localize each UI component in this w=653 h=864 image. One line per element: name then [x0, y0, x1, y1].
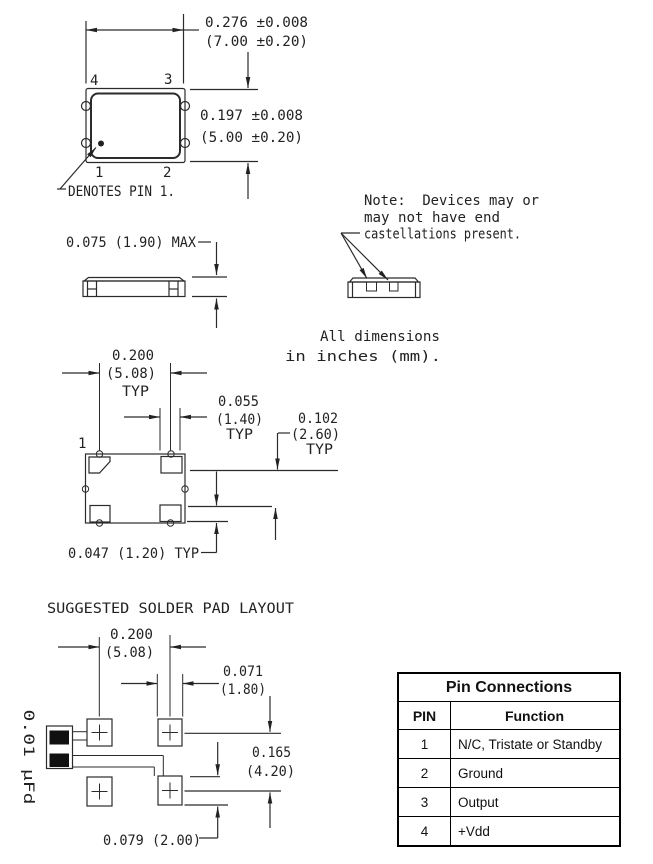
dim-gap-typ: TYP	[306, 442, 333, 458]
dim-pad-height-label: 0.047 (1.20) TYP	[68, 546, 199, 562]
solder-pad-layout-title: SUGGESTED SOLDER PAD LAYOUT	[47, 601, 295, 617]
dim-height-inches: 0.197 ±0.008	[200, 108, 303, 124]
pin-function: Output	[451, 788, 621, 817]
pin4-label: 4	[90, 73, 99, 89]
package-bottom-view-labels	[68, 348, 340, 562]
note-line3: castellations present.	[364, 226, 521, 243]
pin3-label: 3	[164, 72, 173, 88]
units-line1: All dimensions	[320, 329, 440, 345]
spl-dim-pad-width-inches: 0.071	[223, 664, 263, 680]
dim-gap-mm: (2.60)	[291, 427, 340, 443]
capacitor-value-label: 0.01 µFd	[20, 709, 36, 777]
units-note	[285, 329, 441, 365]
pin1-label: 1	[95, 165, 104, 181]
dim-pad-width-inches: 0.055	[218, 394, 259, 410]
bottom-pin1-label: 1	[78, 436, 87, 452]
pin-function: Ground	[451, 759, 621, 788]
table-row	[398, 788, 620, 817]
spl-dim-pitch-inches: 0.200	[110, 627, 153, 643]
package-side-view	[66, 235, 227, 328]
dim-pitch-mm: (5.08)	[106, 366, 156, 382]
castellation-note	[341, 193, 539, 280]
spl-dim-pitch-mm: (5.08)	[105, 645, 154, 661]
dim-height-mm: (5.00 ±0.20)	[200, 130, 303, 146]
pin-table-title-row	[398, 673, 620, 702]
spl-dim-vpitch-mm: (4.20)	[246, 764, 295, 780]
spl-dim-vpitch-inches: 0.165	[252, 745, 291, 761]
dim-gap-inches: 0.102	[298, 411, 338, 427]
pin-number: 3	[398, 788, 451, 817]
dim-width-inches: 0.276 ±0.008	[205, 15, 308, 31]
note-line1: Note: Devices may or	[364, 193, 539, 209]
spl-dim-pad-height-label: 0.079 (2.00)	[103, 833, 201, 849]
pin-column-header: PIN	[398, 702, 451, 730]
dim-pad-width-typ: TYP	[226, 427, 253, 443]
package-top-view-labels	[68, 15, 308, 200]
pin2-label: 2	[163, 165, 172, 181]
table-row	[398, 730, 620, 759]
note-line2: may not have end	[364, 210, 500, 226]
pin-number: 1	[398, 730, 451, 759]
table-row	[398, 817, 620, 847]
dim-pad-width-mm: (1.40)	[216, 412, 263, 428]
dim-pitch-inches: 0.200	[112, 348, 154, 364]
pin-number: 2	[398, 759, 451, 788]
pin-connections-table	[397, 672, 621, 847]
spl-dim-pad-width-mm: (1.80)	[220, 682, 266, 698]
pin-function: +Vdd	[451, 817, 621, 847]
package-end-view	[348, 278, 420, 298]
function-column-header: Function	[451, 702, 621, 730]
package-bottom-view	[62, 363, 338, 553]
pin-number: 4	[398, 817, 451, 847]
dim-width-mm: (7.00 ±0.20)	[205, 34, 308, 50]
denotes-pin1-label: DENOTES PIN 1.	[68, 184, 175, 200]
pin-table-header-row	[398, 702, 620, 730]
capacitor-plate-bottom	[50, 754, 70, 768]
table-row	[398, 759, 620, 788]
pin-table-title: Pin Connections	[398, 673, 620, 702]
capacitor-plate-top	[50, 731, 70, 745]
pin1-dot	[98, 141, 104, 147]
units-line2: in inches (mm).	[285, 349, 441, 365]
dim-max-height-label: 0.075 (1.90) MAX	[66, 235, 197, 251]
dim-pitch-typ: TYP	[122, 384, 149, 400]
solder-pad-layout	[47, 601, 295, 838]
pin-function: N/C, Tristate or Standby	[451, 730, 621, 759]
